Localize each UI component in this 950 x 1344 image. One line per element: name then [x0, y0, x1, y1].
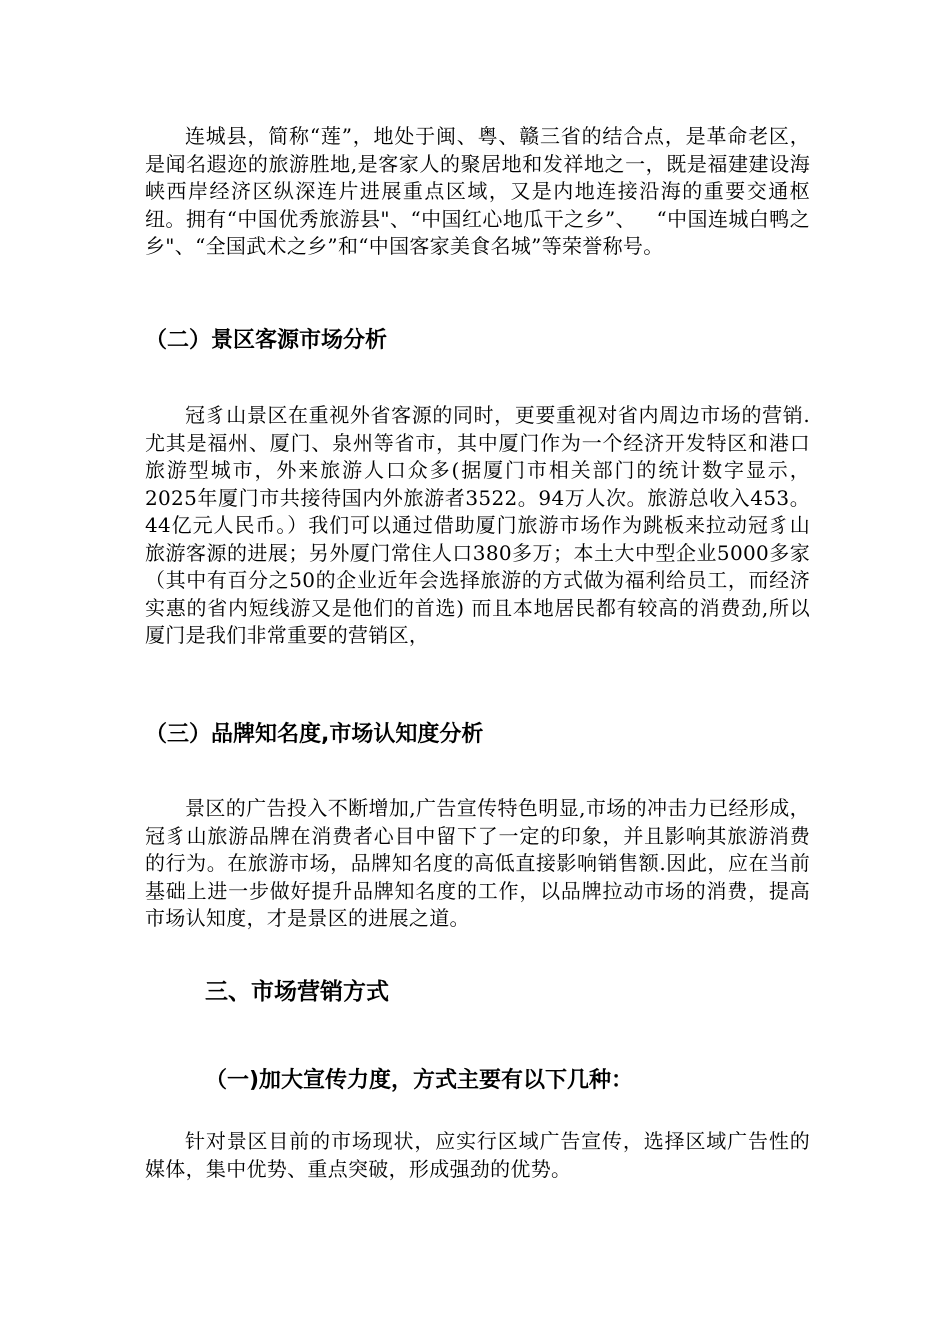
- chapter-heading-marketing-methods: 三、市场营销方式: [205, 979, 389, 1005]
- publicity-paragraph: 针对景区目前的市场现状，应实行区域广告宣传，选择区域广告性的媒体，集中优势、重点突破，形成强劲的优势。: [145, 1129, 810, 1181]
- section-heading-source-market: （二）景区客源市场分析: [145, 328, 388, 353]
- sub-heading-publicity: （一)加大宣传力度，方式主要有以下几种：: [205, 1068, 634, 1093]
- brand-awareness-paragraph: 景区的广告投入不断增加,广告宣传特色明显,市场的冲击力已经形成，冠豸山旅游品牌在消费者心目中留下了一定的印象，并且影响其旅游消费的行为。在旅游市场，品牌知名度的高低直接影响销售额.因此，应在当前基础上进一步做好提升品牌知名度的工作，以品牌拉动市场的消费，提高市场认知度，才是景区的进展之道。: [145, 796, 810, 930]
- intro-paragraph: 连城县，简称“莲”，地处于闽、粤、赣三省的结合点，是革命老区，是闻名遐迩的旅游胜地,是客家人的聚居地和发祥地之一，既是福建建设海峡西岸经济区纵深连片进展重点区域，又是内地连接沿海的重要交通枢纽。拥有“中国优秀旅游县"、“中国红心地瓜干之乡”、 “中国连城白鸭之乡"、“全国武术之乡”和“中国客家美食名城”等荣誉称号。: [145, 124, 810, 258]
- source-market-paragraph: 冠豸山景区在重视外省客源的同时，更要重视对省内周边市场的营销.尤其是福州、厦门、泉州等省市，其中厦门作为一个经济开发特区和港口旅游型城市，外来旅游人口众多(据厦门市相关部门的统计数字显示，2025年厦门市共接待国内外旅游者3522。94万人次。旅游总收入453。44亿元人民币。）我们可以通过借助厦门旅游市场作为跳板来拉动冠豸山旅游客源的进展；另外厦门常住人口380多万；本土大中型企业5000多家（其中有百分之50的企业近年会选择旅游的方式做为福利给员工，而经济实惠的省内短线游又是他们的首选) 而且本地居民都有较高的消费劲,所以厦门是我们非常重要的营销区，: [145, 403, 810, 647]
- section-heading-brand-awareness: （三）品牌知名度,市场认知度分析: [145, 722, 484, 747]
